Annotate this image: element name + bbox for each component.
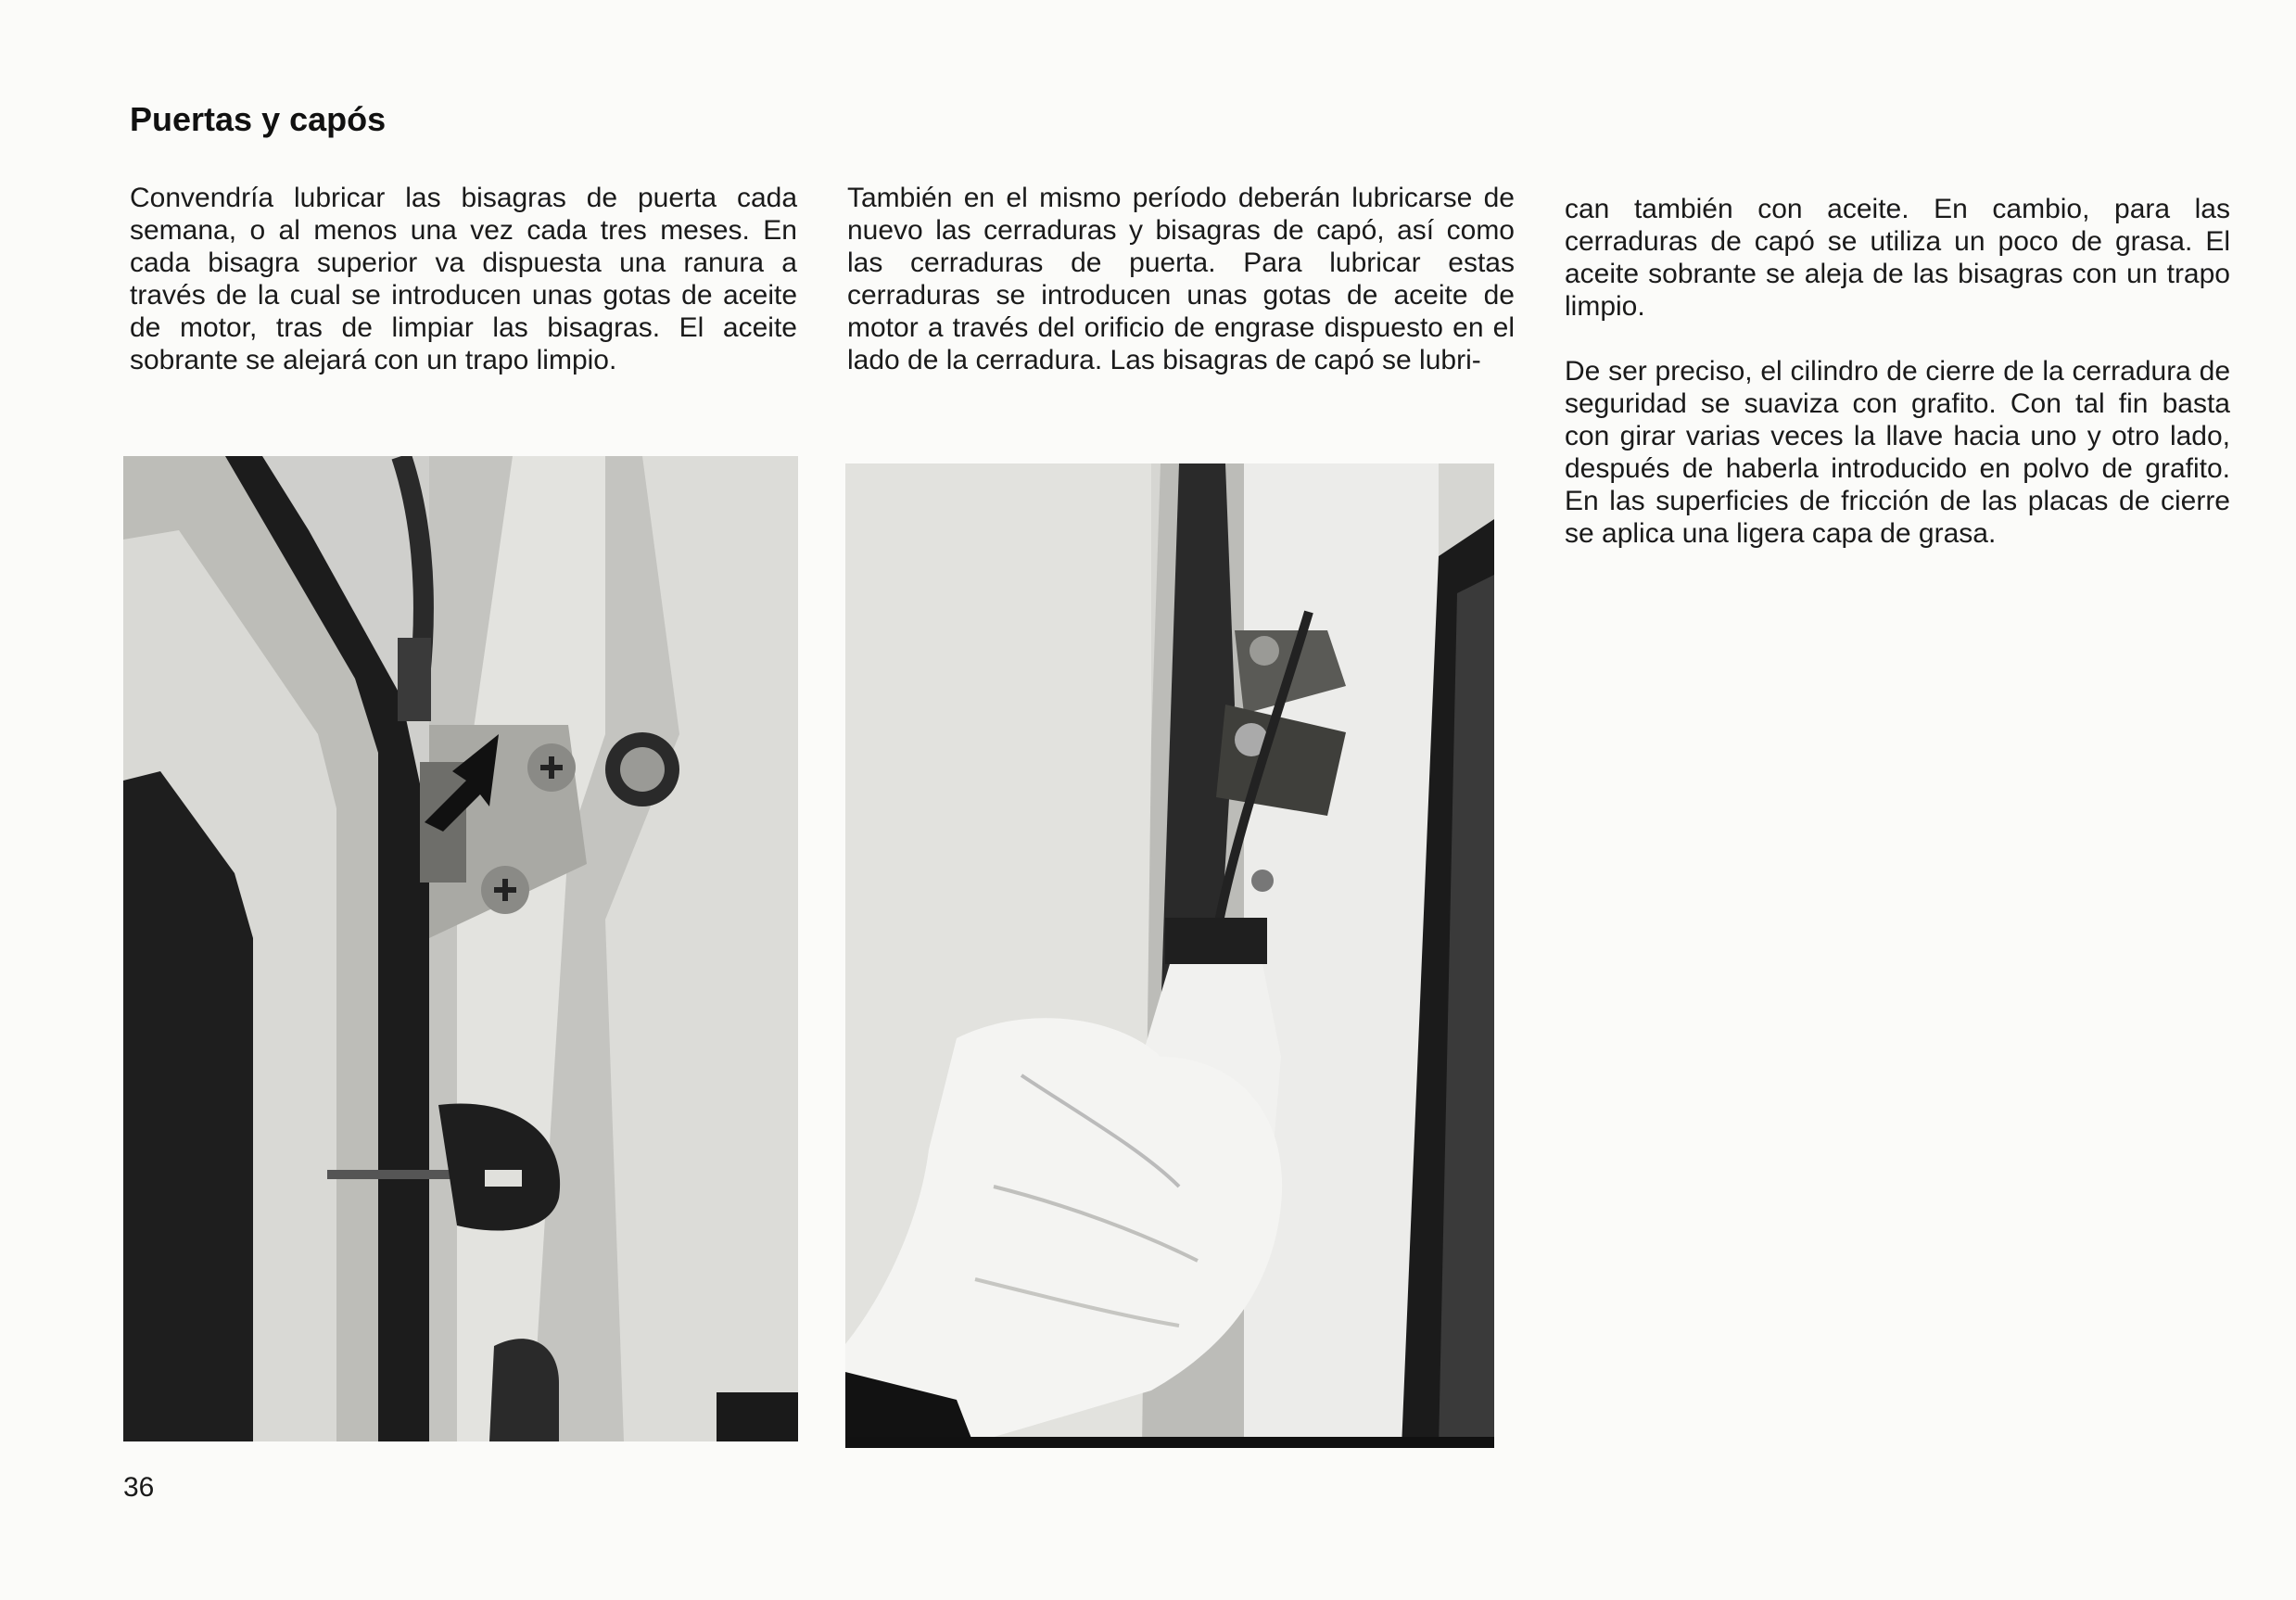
text-column-3: [1565, 193, 2230, 582]
text-column-2: También en el mismo período deberán lubricarse de nuevo las cerraduras y bisagras de capó, así como las cerraduras de puerta. Para lubricar estas cerraduras se introducen unas gotas de aceite de motor a través del orificio de engrase dispuesto en el lado de la cerradura. Las bisagras de capó se lubri-: [847, 183, 1515, 375]
page-number: 36: [123, 1472, 155, 1503]
lock-lubrication-photo-icon: [845, 463, 1494, 1448]
text-column-1: Convendría lubricar las bisagras de puerta cada semana, o al menos una vez cada tres meses. En cada bisagra superior va dispuesta una ranura a través de la cual se introducen unas gotas de aceite de motor, tras de limpiar las bisagras. El aceite sobrante se alejará con un trapo limpio.: [130, 183, 797, 375]
column-3-paragraph-1: can también con aceite. En cambio, para las cerraduras de capó se utiliza un poco de grasa. El aceite sobrante se aleja de las bisagras con un trapo limpio.: [1565, 194, 2230, 322]
door-hinge-photo: [123, 456, 798, 1441]
section-title: Puertas y capós: [130, 100, 387, 138]
lock-lubrication-photo: [845, 463, 1494, 1448]
door-hinge-photo-icon: [123, 456, 798, 1441]
column-3-paragraph-2: De ser preciso, el cilindro de cierre de la cerradura de seguridad se suaviza con grafito. Con tal fin basta con girar varias veces la llave hacia uno y otro lado, después de haberla introducido en polvo de grafito. En las superficies de fricción de las placas de cierre se aplica una ligera capa de grasa.: [1565, 356, 2230, 549]
